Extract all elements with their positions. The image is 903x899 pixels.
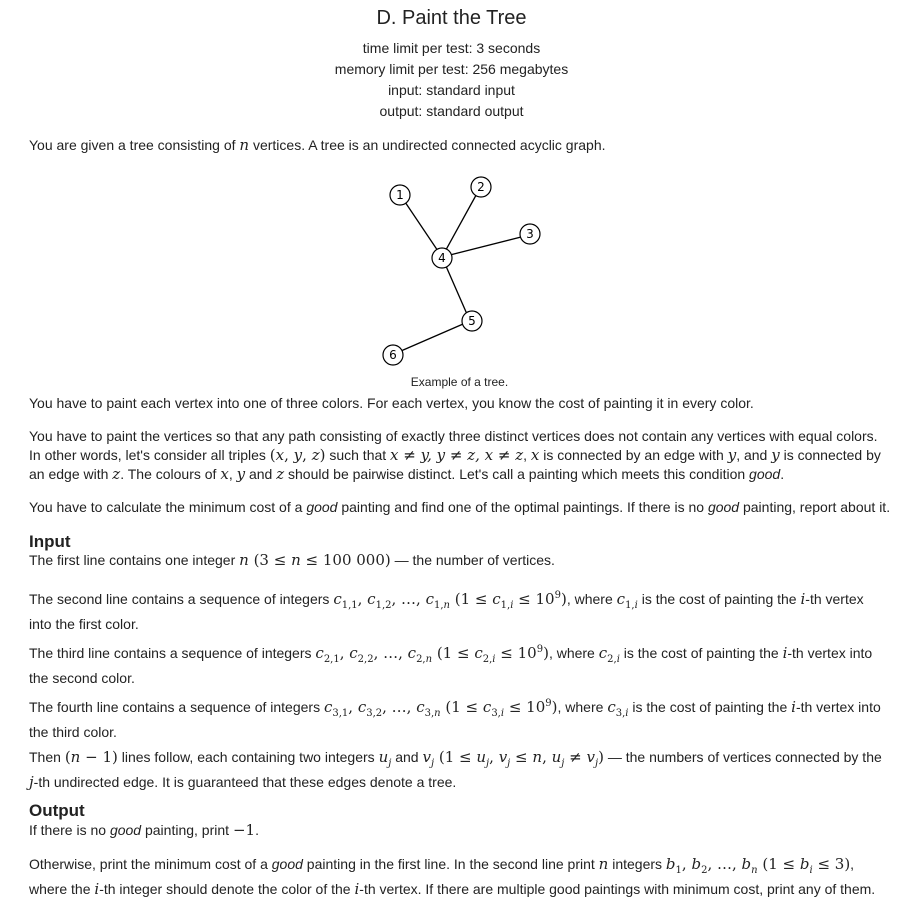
input-line-3: The third line contains a sequence of integers $c_{2,1}$, $c_{2,2}$, …, $c_{2,n}$ $(1 \le c_{2,i} \le 10^9)$, where $c_{2,i}$ is the cost of painting the i-th vertex into the second color. bbox=[29, 644, 873, 686]
tree-node-label: 5 bbox=[468, 314, 476, 328]
tree-figure bbox=[0, 0, 903, 375]
tree-node-label: 4 bbox=[438, 251, 446, 265]
output-file: output: standard output bbox=[379, 103, 524, 119]
figure-caption: Example of a tree. bbox=[410, 375, 509, 389]
input-line-4: The fourth line contains a sequence of integers $c_{3,1}$, $c_{3,2}$, …, $c_{3,n}$ $(1 \le c_{3,i} \le 10^9)$, where $c_{3,i}$ is the cost of painting the i-th vertex into the third color. bbox=[29, 698, 881, 740]
tree-node-label: 6 bbox=[389, 348, 397, 362]
paragraph-condition: You have to paint the vertices so that any path consisting of exactly three distinct vertices does not contain any vertices with equal colors. In other words, let's consider all triples (x, y, z) such that x ≠ y, y ≠ z, x ≠ z, x is connected by an edge with y, and y is connected by an edge with z. The colours of x, y and z should be pairwise distinct. Let's call a painting which meets this condition good. bbox=[29, 428, 881, 483]
input-line-2: The second line contains a sequence of integers $c_{1,1}$, $c_{1,2}$, …, $c_{1,n}$ $(1 \le c_{1,i} \le 10^9)$, where $c_{1,i}$ is the cost of painting the i-th vertex into the first color. bbox=[29, 590, 864, 632]
output-line-1: If there is no good painting, print −1. bbox=[29, 821, 259, 839]
tree-node-label: 2 bbox=[477, 180, 485, 194]
output-line-2: Otherwise, print the minimum cost of a good painting in the first line. In the second line print n integers $b_1$, $b_2$, …, $b_n$ $(1 \le b_i \le 3)$, where the i-th integer should denote the color of the i-th vertex. If there are multiple good paintings with minimum cost, print any of them. bbox=[29, 855, 876, 898]
paragraph-task: You have to calculate the minimum cost of a good painting and find one of the optimal paintings. If there is no good painting, report about it. bbox=[29, 499, 891, 515]
input-line-1: The first line contains one integer n (3 ≤ n ≤ 100 000) — the number of vertices. bbox=[29, 551, 555, 569]
intro-paragraph: You are given a tree consisting of n vertices. A tree is an undirected connected acyclic graph. bbox=[29, 136, 606, 154]
paragraph-colors: You have to paint each vertex into one of three colors. For each vertex, you know the cost of painting it in every color. bbox=[29, 395, 754, 411]
input-heading: Input bbox=[29, 532, 71, 551]
input-line-edges: Then (n − 1) lines follow, each containing two integers $u_j$ and $v_j$ ($1 \le u_j$, $v_j \le n$, $u_j \ne v_j$) — the numbers of vertices connected by the j-th undirected edge. It is guaranteed that these edges denote a tree. bbox=[29, 748, 882, 791]
input-file: input: standard input bbox=[388, 82, 515, 98]
tree-node-label: 3 bbox=[526, 227, 534, 241]
problem-title: D. Paint the Tree bbox=[376, 7, 527, 29]
tree-node-label: 1 bbox=[396, 188, 404, 202]
memory-limit: memory limit per test: 256 megabytes bbox=[334, 61, 569, 77]
output-heading: Output bbox=[29, 801, 85, 820]
time-limit: time limit per test: 3 seconds bbox=[362, 40, 541, 56]
